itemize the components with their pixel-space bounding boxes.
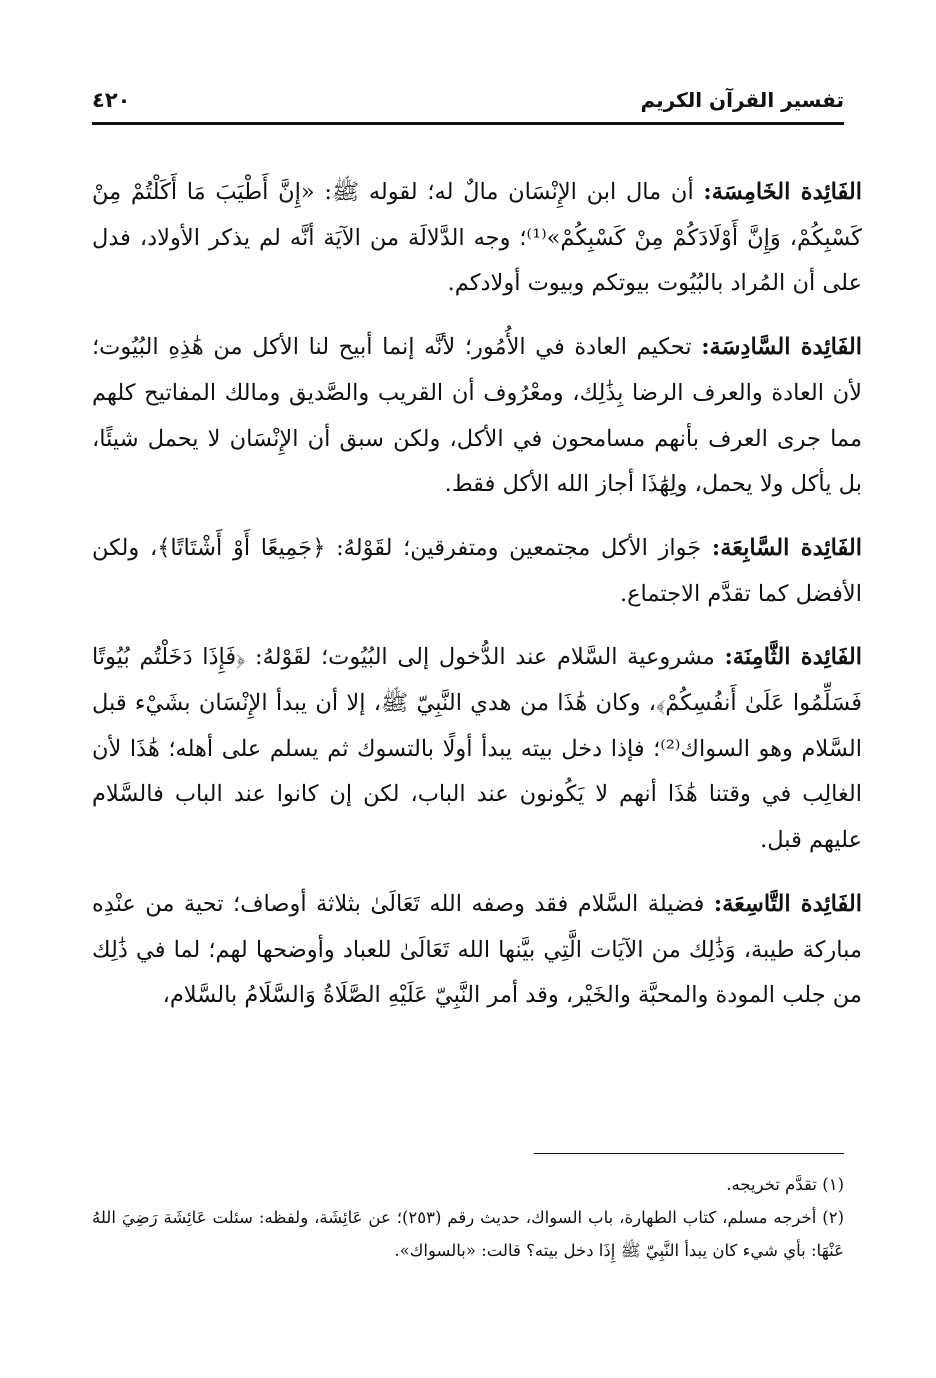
paragraph-body: مشروعية السَّلام عند الدُّخول إلى البُيُوت؛ لقَوْلهُ: ﴿فَإِذَا دَخَلْتُم بُيُوتًا فَسَلِّمُوا عَلَىٰ أَنفُسِكُمْ﴾، وكان هَٰذَا من هدي النَّبِيّ ﷺ، إلا أن يبدأ الإِنْسَان بشَيْء قبل السَّلام وهو السواك⁽²⁾؛ فإذا دخل بيته يبدأ أولًا بالتسوك ثم يسلم على أهله؛ هَٰذَا لأن الغالِب في وقتنا هَٰذَا أنهم لا يَكُونون عند الباب، لكن إن كانوا عند الباب فالسَّلام عليهم قبل. <box>92 644 862 854</box>
paragraph-benefit-6 <box>92 325 862 508</box>
paragraph-heading: الفَائِدة السَّابِعَة: <box>711 534 862 561</box>
footnote-1: (١) تقدَّم تخريجه. <box>726 1175 844 1194</box>
paragraph-body: فضيلة السَّلام فقد وصفه الله تَعَالَىٰ بثلاثة أوصاف؛ تحية من عنْدِه مباركة طيبة، وَذَٰلِك من الآيَات الَّتِي بيَّنها الله تَعَالَىٰ للعباد وأوضحها لهم؛ لما في ذَٰلِك من جلب المودة والمحبَّة والخَيْر، وقد أمر النَّبِيّ عَلَيْهِ الصَّلَاةُ وَالسَّلَامُ بالسَّلام، <box>92 890 862 1009</box>
paragraph-benefit-5 <box>92 170 862 307</box>
footnote-2: (٢) أخرجه مسلم، كتاب الطهارة، باب السواك، حديث رقم (٢٥٣)؛ عن عَائِشَة، ولفظه: سئلت عَائِشَة رَضِيَ اللهُ عَنْهَا: بأي شيء كان يبدأ النَّبِيّ ﷺ إِذَا دخل بيته؟ قالت: «بالسواك». <box>92 1208 844 1260</box>
paragraph-benefit-9 <box>92 882 862 1019</box>
page-number: ٤٢٠ <box>92 88 131 112</box>
footnote-divider <box>534 1153 844 1154</box>
paragraph-heading: الفَائِدة الثَّامِنَة: <box>724 644 862 671</box>
paragraph-benefit-7 <box>92 526 862 617</box>
paragraph-heading: الفَائِدة السَّادِسَة: <box>701 334 862 361</box>
paragraph-body: جَواز الأكل مجتمعين ومتفرقين؛ لقَوْلهُ: ﴿جَمِيعًا أَوْ أَشْتَاتًا﴾، ولكن الأفضل كما تقدَّم الاجتماع. <box>92 534 862 607</box>
main-text <box>92 170 862 1037</box>
footnotes <box>92 1168 844 1267</box>
book-title: تفسير القرآن الكريم <box>640 88 844 112</box>
paragraph-heading: الفَائِدة التَّاسِعَة: <box>713 890 862 917</box>
paragraph-benefit-8 <box>92 635 862 864</box>
page-header <box>92 88 844 125</box>
paragraph-heading: الفَائِدة الخَامِسَة: <box>703 179 862 205</box>
paragraph-body: أن مال ابن الإِنْسَان مالٌ له؛ لقوله ﷺ: «إِنَّ أَطْيَبَ مَا أَكَلْتُمْ مِنْ كَسْبِكُمْ، وَإِنَّ أَوْلَادَكُمْ مِنْ كَسْبِكُمْ»⁽¹⁾؛ وجه الدَّلالَة من الآيَة أنَّه لم يذكر الأولاد، فدل على أن المُراد بالبُيُوت بيوتكم وبيوت أولادكم. <box>92 179 862 297</box>
paragraph-body: تحكيم العادة في الأُمُور؛ لأنَّه إنما أبيح لنا الأكل من هَٰذِهِ البُيُوت؛ لأن العادة والعرف الرضا بِذَٰلِك، ومعْرُوف أن القريب والصَّديق ومالك المفاتيح كلهم مما جرى العرف بأنهم مسامحون في الأكل، ولكن سبق أن الإِنْسَان لا يحمل شيئًا، بل يأكل ولا يحمل، ولِهَٰذَا أجاز الله الأكل فقط. <box>92 334 862 498</box>
